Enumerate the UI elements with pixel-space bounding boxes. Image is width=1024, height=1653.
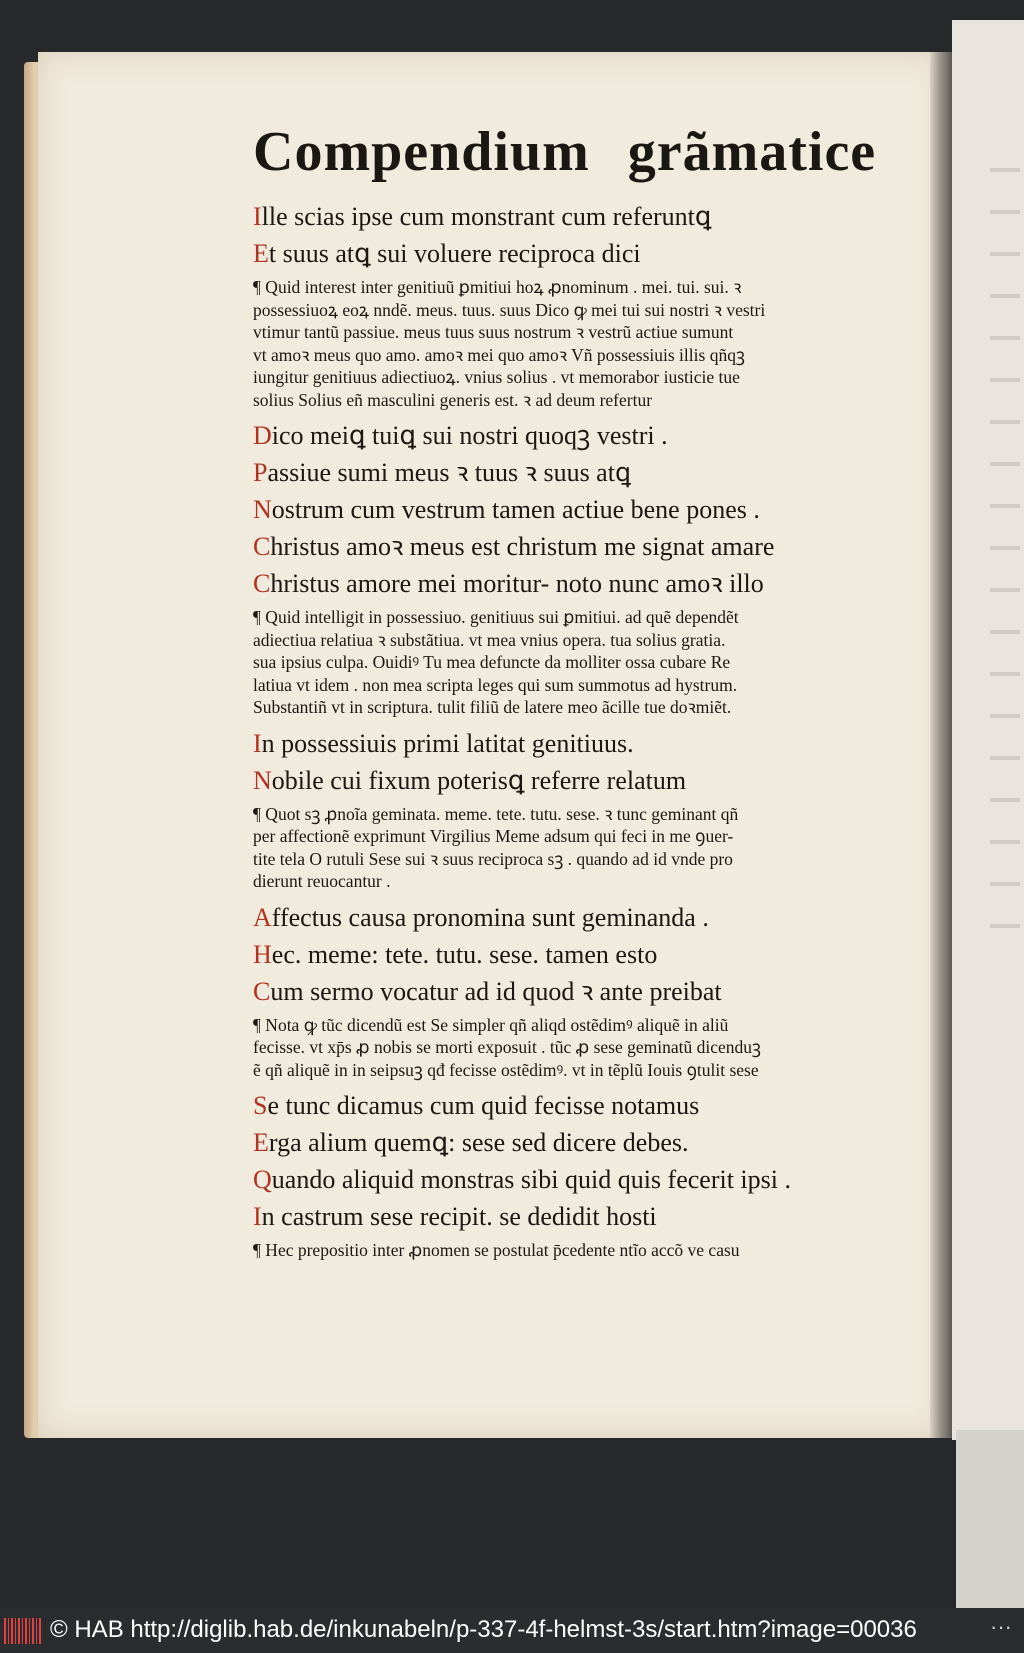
page-title [253, 112, 883, 192]
verse-text: obile cui fixum poterisꝗ referre relatum [271, 765, 687, 795]
rubric-initial: C [253, 569, 271, 598]
rubric-initial: S [253, 1091, 268, 1120]
commentary-line: ¶ Hec prepositio inter ꝓnomen se postulat p̄cedente ntĩo accõ ve casu [253, 1240, 740, 1260]
commentary-paragraph [253, 1014, 883, 1082]
commentary-paragraph [253, 803, 883, 893]
verse-text: ico meiꝗ tuiꝗ sui nostri quoqꝫ vestri . [271, 421, 668, 450]
commentary-line: ¶ Quot sꝫ ꝓnoĩa geminata. meme. tete. tutu. sese. ꝛ tunc geminant qñ [253, 803, 739, 824]
commentary-line: adiectiua relatiua ꝛ substãtiua. vt mea vnius opera. tua solius gratia. [253, 629, 726, 650]
rubric-initial: A [253, 902, 272, 932]
footer-bar [0, 1608, 1024, 1653]
rubric-initial: N [253, 495, 272, 524]
text-body [253, 198, 883, 1262]
commentary-line: ¶ Quid interest inter genitiuũ ꝑmitiui hoꝝ ꝓnominum . mei. tui. sui. ꝛ [253, 277, 742, 297]
commentary-line: ¶ Quid intelligit in possessiuo. genitiuus sui ꝑmitiui. ad quẽ dependẽt [253, 607, 739, 627]
verse-line [253, 454, 883, 491]
rubric-initial: N [253, 765, 272, 795]
verse-text: lle scias ipse cum monstrant cum referuntꝗ [261, 202, 712, 231]
verse-line [253, 1124, 883, 1161]
verse-text: ffectus causa pronomina sunt geminanda . [271, 902, 709, 932]
commentary-line: dierunt reuocantur . [253, 871, 391, 891]
verse-line [253, 1087, 883, 1124]
commentary-line: vtimur tantũ passiue. meus tuus suus nostrum ꝛ vestrũ actiue sumunt [253, 322, 734, 342]
rubric-initial: E [253, 239, 269, 268]
verse-line [253, 1198, 883, 1235]
commentary-line: per affectionẽ exprimunt Virgilius Meme adsum qui feci in me ꝯuer- [253, 826, 734, 846]
facing-page-ghost-text [990, 150, 1020, 950]
verse-line [253, 973, 883, 1010]
commentary-line: latiua vt idem . non mea scripta leges qui sum summotus ad hystrum. [253, 674, 738, 695]
rubric-initial: P [253, 458, 268, 487]
verse-line [253, 198, 883, 235]
commentary-line: vt amoꝛ meus quo amo. amoꝛ mei quo amoꝛ Vñ possessiuis illis qñqꝫ [253, 344, 745, 365]
rubric-initial: Q [253, 1165, 272, 1194]
verse-line [253, 899, 883, 936]
rubric-initial: H [253, 939, 272, 969]
verse-line [253, 417, 883, 454]
rubric-initial: I [253, 202, 262, 231]
footer-copyright[interactable]: © HAB http://diglib.hab.de/inkunabeln/p-337-4f-helmst-3s/start.htm?image=00036 [50, 1616, 917, 1643]
page-text [253, 112, 883, 1268]
commentary-line: possessiuoꝝ eoꝝ nndẽ. meus. tuus. suus Dico ꝙ mei tui sui nostri ꝛ vestri [253, 299, 766, 320]
commentary-line: solius Solius eñ masculini generis est. ꝛ ad deum refertur [253, 389, 653, 410]
verse-line [253, 491, 883, 528]
rubric-initial: I [253, 1202, 262, 1231]
verse-text: uando aliquid monstras sibi quid quis fecerit ipsi . [271, 1165, 791, 1194]
book-gutter [930, 52, 952, 1438]
rubric-initial: E [253, 1128, 269, 1157]
verse-text: hristus amore mei moritur- noto nunc amoꝛ illo [270, 569, 764, 598]
verse-text: ostrum cum vestrum tamen actiue bene pones . [271, 495, 760, 524]
rubric-initial: C [253, 976, 271, 1006]
verse-text: t suus atꝗ sui voluere reciproca dici [268, 239, 641, 268]
verse-text: assiue sumi meus ꝛ tuus ꝛ suus atꝗ [267, 458, 631, 487]
more-icon[interactable]: ··· [990, 1614, 1012, 1639]
verse-text: e tunc dicamus cum quid fecisse notamus [267, 1091, 700, 1120]
commentary-line: Substantiñ vt in scriptura. tulit filiũ de latere meo ãcille tue doꝛmiẽt. [253, 697, 732, 717]
verse-line [253, 725, 883, 762]
commentary-paragraph [253, 276, 883, 411]
verse-text: hristus amoꝛ meus est christum me signat amare [270, 532, 775, 561]
verse-line [253, 762, 883, 799]
title-word-1: Compendium [253, 121, 590, 183]
rubric-initial: I [253, 728, 262, 758]
verse-text: n possessiuis primi latitat genitiuus. [261, 728, 634, 758]
verse-line [253, 235, 883, 272]
rubric-initial: C [253, 532, 271, 561]
commentary-line: sua ipsius culpa. Ouidiꝰ Tu mea defuncte da molliter ossa cubare Re [253, 652, 731, 672]
verse-line [253, 528, 883, 565]
verse-line [253, 1161, 883, 1198]
commentary-line: fecisse. vt xp̄s ꝓ nobis se morti exposuit . tũc ꝓ sese geminatũ dicenduꝫ [253, 1037, 761, 1057]
commentary-paragraph [253, 1239, 883, 1262]
commentary-line: tite tela O rutuli Sese sui ꝛ suus reciproca sꝫ . quando ad id vnde pro [253, 848, 733, 869]
verse-line [253, 565, 883, 602]
verse-text: um sermo vocatur ad id quod ꝛ ante preibat [270, 976, 722, 1006]
verse-text: n castrum sese recipit. se dedidit hosti [261, 1202, 657, 1231]
commentary-line: iungitur genitiuus adiectiuoꝝ. vnius solius . vt memorabor iusticie tue [253, 367, 740, 387]
hab-logo-icon [4, 1618, 42, 1644]
facing-page-lower [956, 1430, 1024, 1608]
title-word-2: grãmatice [627, 121, 877, 183]
commentary-line: ẽ qñ aliquẽ in in seipsuꝫ qđ fecisse ostẽdimꝰ. vt in tẽplũ Iouis ꝯtulit sese [253, 1059, 759, 1080]
commentary-paragraph [253, 606, 883, 719]
commentary-line: ¶ Nota ꝙ tũc dicendũ est Se simpler qñ aliqd ostẽdimꝰ aliquẽ in aliũ [253, 1014, 729, 1035]
verse-line [253, 936, 883, 973]
verse-text: rga alium quemꝗ: sese sed dicere debes. [268, 1128, 689, 1157]
rubric-initial: D [253, 421, 272, 450]
verse-text: ec. meme: tete. tutu. sese. tamen esto [271, 939, 658, 969]
